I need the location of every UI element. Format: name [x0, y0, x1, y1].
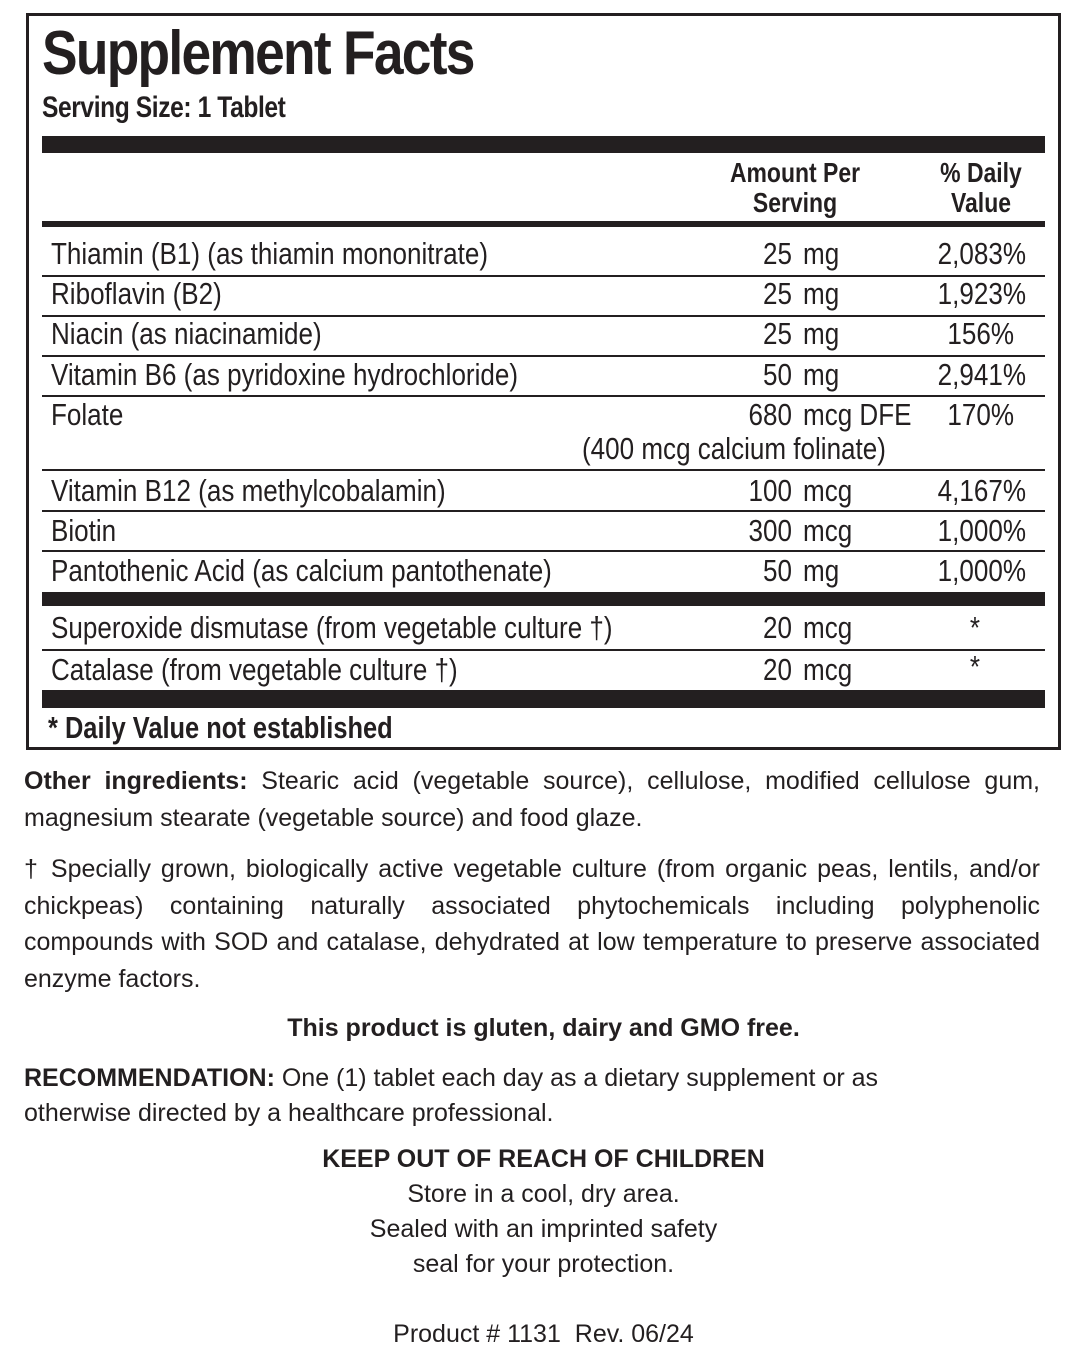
nutrient-dv: 1,923%: [937, 276, 1026, 311]
nutrient-amount: 25: [763, 276, 792, 311]
storage-line: seal for your protection.: [412, 1250, 675, 1278]
nutrient-name: Biotin: [51, 513, 117, 548]
item-amount: 20: [763, 610, 792, 645]
nutrient-amount: 300: [748, 513, 792, 548]
daily-value-header: [932, 158, 1030, 218]
medium-divider: [42, 221, 1045, 227]
child-warning: KEEP OUT OF REACH OF CHILDREN: [322, 1145, 765, 1173]
header-line: Amount Per: [729, 157, 861, 188]
header-line: Value: [950, 187, 1011, 218]
recommendation-text: One (1) tablet each day as a dietary supplement or as otherwise directed by a healthcare professional.: [24, 1064, 879, 1127]
nutrient-amount: 50: [763, 553, 792, 588]
nutrient-amount: 100: [748, 473, 792, 508]
nutrient-unit: mg: [803, 316, 840, 351]
item-name: Superoxide dismutase (from vegetable culture †): [51, 610, 613, 645]
nutrient-name: Niacin (as niacinamide): [51, 316, 322, 351]
nutrient-name: Thiamin (B1) (as thiamin mononitrate): [51, 236, 489, 271]
other-ingredients-text: Stearic acid (vegetable source), cellulose, modified cellulose gum, magnesium stearate (vegetable source) and food glaze.: [24, 767, 1040, 832]
nutrient-unit: mg: [803, 276, 840, 311]
storage-line: Store in a cool, dry area.: [407, 1180, 680, 1208]
header-line: % Daily: [940, 157, 1022, 188]
row-divider: [42, 469, 1045, 471]
daily-value-footnote: * Daily Value not established: [48, 710, 393, 745]
nutrient-unit: mcg DFE: [803, 397, 912, 432]
nutrient-amount: 680: [748, 397, 792, 432]
item-unit: mcg: [803, 610, 853, 645]
item-unit: mcg: [803, 652, 853, 687]
nutrient-name: Folate: [51, 397, 124, 432]
nutrient-dv: 2,083%: [937, 236, 1026, 271]
nutrient-subtext: (400 mcg calcium folinate): [582, 431, 886, 466]
nutrient-unit: mcg: [803, 473, 853, 508]
nutrient-unit: mcg: [803, 513, 853, 548]
amount-per-serving-header: [721, 158, 869, 218]
nutrient-amount: 25: [763, 316, 792, 351]
nutrient-dv: 170%: [947, 397, 1014, 432]
thick-divider: [42, 690, 1045, 708]
nutrient-dv: 1,000%: [937, 553, 1026, 588]
header-line: Serving: [752, 187, 838, 218]
nutrient-name: Vitamin B6 (as pyridoxine hydrochloride): [51, 357, 519, 392]
nutrient-name: Pantothenic Acid (as calcium pantothenate): [51, 553, 552, 588]
nutrient-name: Riboflavin (B2): [51, 276, 222, 311]
item-amount: 20: [763, 652, 792, 687]
dagger-note: † Specially grown, biologically active vegetable culture (from organic peas, lentils, and/or chickpeas) containing naturally associated phytochemicals including polyphenolic compounds with SOD and catalase, dehydrated at low temperature to preserve associated enzyme factors.: [24, 855, 1040, 993]
other-ingredients-label: Other ingredients:: [24, 767, 248, 795]
nutrient-unit: mg: [803, 357, 840, 392]
recommendation: [24, 1061, 964, 1131]
allergen-statement: This product is gluten, dairy and GMO free.: [287, 1014, 800, 1042]
item-dv: *: [969, 610, 981, 645]
nutrient-unit: mg: [803, 553, 840, 588]
nutrient-dv: 4,167%: [937, 473, 1026, 508]
nutrient-amount: 50: [763, 357, 792, 392]
product-info: Product # 1131 Rev. 06/24: [393, 1320, 694, 1348]
nutrient-dv: 2,941%: [937, 357, 1026, 392]
thick-divider: [42, 136, 1045, 153]
storage-line: Sealed with an imprinted safety: [369, 1215, 718, 1243]
nutrient-dv: 1,000%: [937, 513, 1026, 548]
recommendation-label: RECOMMENDATION:: [24, 1064, 275, 1092]
panel-title: Supplement Facts: [42, 19, 474, 88]
thick-divider: [42, 592, 1045, 606]
nutrient-unit: mg: [803, 236, 840, 271]
item-name: Catalase (from vegetable culture †): [51, 652, 458, 687]
other-ingredients: [24, 763, 1040, 836]
item-dv: *: [969, 649, 981, 684]
serving-size: Serving Size: 1 Tablet: [42, 91, 286, 124]
nutrient-amount: 25: [763, 236, 792, 271]
nutrient-dv: 156%: [947, 316, 1014, 351]
nutrient-name: Vitamin B12 (as methylcobalamin): [51, 473, 446, 508]
